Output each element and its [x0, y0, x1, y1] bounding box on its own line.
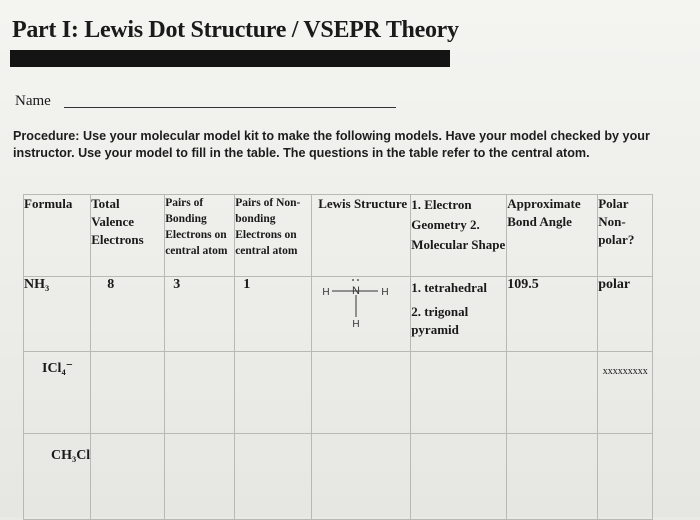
table-row: [24, 434, 653, 520]
name-line: [64, 107, 396, 108]
cell-bonding-pairs: [165, 352, 235, 434]
cell-total-valence: 8: [91, 277, 165, 352]
cell-angle: 109.5: [507, 277, 598, 352]
page-title: Part I: Lewis Dot Structure / VSEPR Theory: [12, 17, 459, 43]
cell-total-valence: [91, 352, 165, 434]
name-label: Name: [15, 93, 51, 109]
header-geometry: 1. Electron Geometry 2. Molecular Shape: [411, 195, 507, 277]
electron-geometry-answer: 1. tetrahedral: [411, 280, 488, 295]
cell-formula: ICl₄⁻: [24, 352, 91, 434]
header-row: [24, 195, 653, 277]
lewis-bottom-atom: H: [352, 319, 360, 330]
cell-polar: [598, 434, 653, 520]
lone-pair-dot: [352, 279, 354, 281]
header-nonbonding-pairs: Pairs of Non-bonding Electrons on central atom: [235, 195, 312, 277]
cell-formula: NH₃: [24, 277, 91, 352]
header-bonding-pairs: Pairs of Bonding Electrons on central atom: [165, 195, 235, 277]
cell-formula: CH₃Cl: [24, 434, 91, 520]
cell-bonding-pairs: [165, 434, 235, 520]
cell-nonbonding-pairs: [235, 434, 312, 520]
header-polar: Polar Non-polar?: [598, 195, 653, 277]
cell-lewis: [312, 277, 411, 352]
cell-geometry: [411, 277, 507, 352]
lewis-left-atom: H: [322, 287, 330, 298]
cell-lewis: [312, 352, 411, 434]
cell-nonbonding-pairs: [235, 352, 312, 434]
vsepr-table: [23, 194, 653, 520]
header-formula: Formula: [24, 195, 91, 277]
cell-total-valence: [91, 434, 165, 520]
header-lewis: Lewis Structure: [312, 195, 411, 277]
cell-bonding-pairs: 3: [165, 277, 235, 352]
header-total-valence: Total Valence Electrons: [91, 195, 165, 277]
cell-geometry: [411, 352, 507, 434]
lewis-central-atom: N: [352, 285, 361, 297]
cell-geometry: [411, 434, 507, 520]
procedure-text: Procedure: Use your molecular model kit to make the following models. Have your model checked by your instructor. Use your model to fill in the table. The questions in the table refer to the central atom.: [13, 129, 650, 160]
cell-nonbonding-pairs: 1: [235, 277, 312, 352]
lewis-structure-drawing: [312, 277, 410, 349]
lewis-right-atom: H: [381, 287, 389, 298]
cell-angle: [507, 352, 598, 434]
table-row: [24, 277, 653, 352]
cell-angle: [507, 434, 598, 520]
cell-polar: polar: [598, 277, 653, 352]
title-underline-bar: [10, 50, 450, 67]
cell-polar: xxxxxxxxx: [598, 352, 653, 434]
cell-lewis: [312, 434, 411, 520]
lone-pair-dot: [357, 279, 359, 281]
table-row: [24, 352, 653, 434]
header-angle: Approximate Bond Angle: [507, 195, 598, 277]
molecular-shape-answer: 2. trigonal pyramid: [411, 304, 469, 337]
